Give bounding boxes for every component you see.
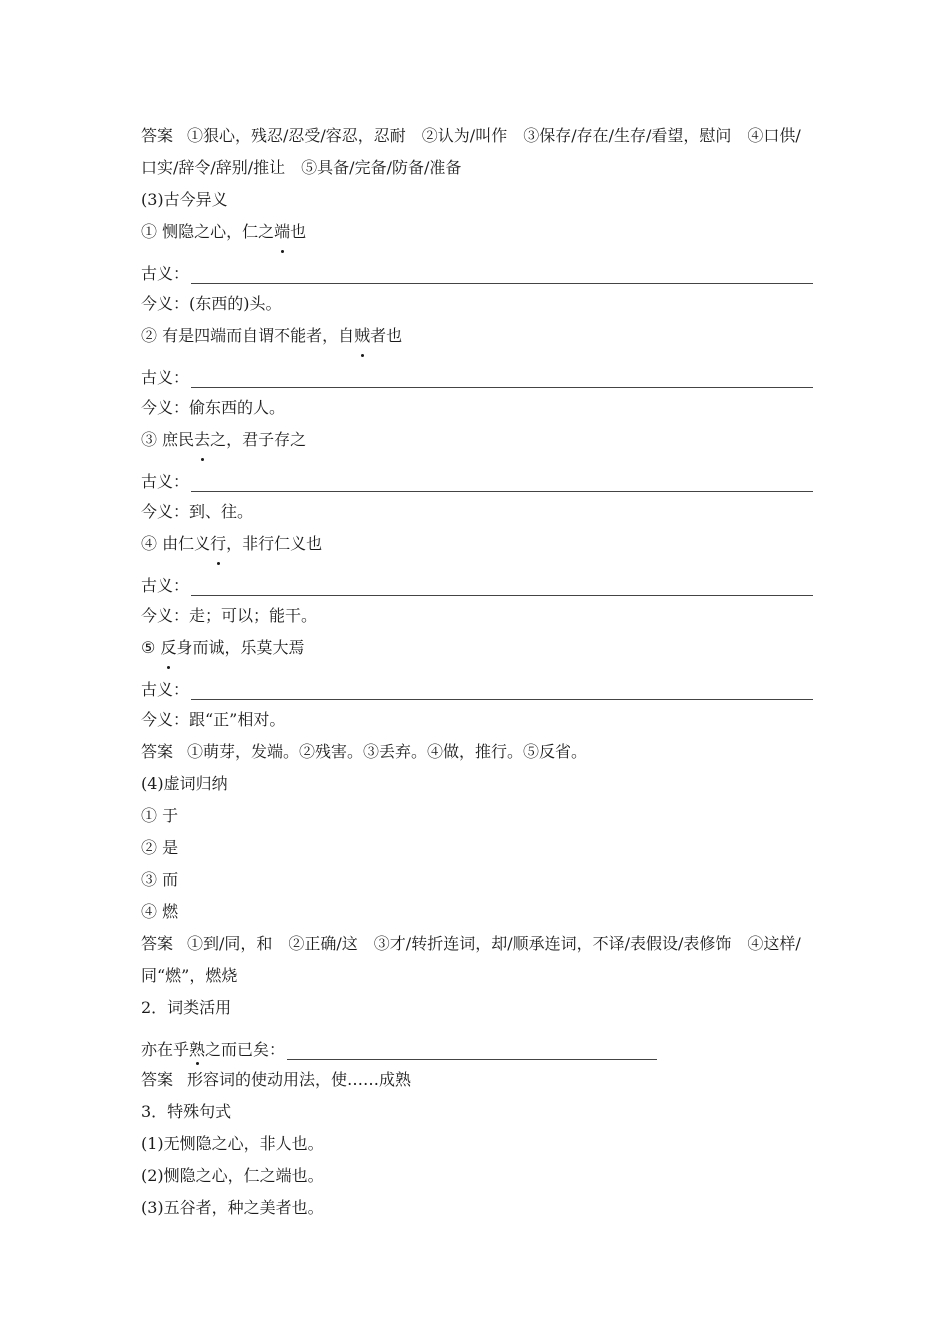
modern-meaning-4: 今义：走；可以；能干。 [141,606,318,625]
sentence-text: ② 有是四端而自谓不能者，自 [141,326,355,345]
answer-blank[interactable] [191,269,813,284]
sentence-text: 之而已矣： [205,1040,286,1059]
section-title-xuci: (4)虚词归纳 [141,774,228,793]
modern-meaning-2: 今义：偷东西的人。 [141,398,286,417]
ancient-label: 古义： [141,472,190,491]
answer-blank[interactable] [191,685,813,700]
ancient-label: 古义： [141,368,190,387]
answer-blank[interactable] [191,477,813,492]
xuci-item-1: ① 于 [141,806,179,825]
xuci-item-3: ③ 而 [141,870,179,889]
answer-text: 形容词的使动用法，使……成熟 [187,1070,412,1089]
ancient-label: 古义： [141,680,190,699]
sentence-text: 者也 [370,326,403,345]
teshu-sentence-1: (1)无恻隐之心，非人也。 [141,1134,324,1153]
answer-blank[interactable] [191,581,813,596]
xuci-item-2: ② 是 [141,838,179,857]
answer-label: 答案 [141,742,174,761]
answer-block-3 [141,928,813,992]
sentence-text: ③ 庶民 [141,430,195,449]
emphasis-char: 反 [160,632,176,664]
teshu-sentence-3: (3)五谷者，种之美者也。 [141,1198,324,1217]
ancient-meaning-blank-5 [141,664,813,704]
sentence-text: 身而诚，乐莫大焉 [176,638,305,657]
ancient-meaning-blank-2 [141,352,813,392]
xuci-item-4: ④ 燃 [141,902,179,921]
example-sentence-2 [141,320,813,352]
sentence-text: 亦在乎 [141,1040,190,1059]
answer-label: 答案 [141,1070,174,1089]
emphasis-char: 熟 [189,1040,206,1059]
answer-label: 答案 [141,934,174,953]
example-sentence-4 [141,528,813,560]
modern-meaning-1: 今义：(东西的)头。 [141,294,282,313]
emphasis-char: 端 [274,216,290,248]
example-sentence-5 [141,632,813,664]
emphasis-char: 贼 [354,320,370,352]
example-sentence-3 [141,424,813,456]
answer-blank[interactable] [287,1045,657,1060]
ancient-meaning-blank-4 [141,560,813,600]
answer-block-4 [141,1064,813,1096]
sentence-text: ，非行仁义也 [226,534,323,553]
sentence-text: ① 恻隐之心，仁之 [141,222,275,241]
answer-text: ①萌芽，发端。②残害。③丢弃。④做，推行。⑤反省。 [187,742,588,761]
ancient-meaning-blank-3 [141,456,813,496]
sentence-text: 之，君子存之 [210,430,307,449]
ancient-label: 古义： [141,576,190,595]
sentence-text: ⑤ [141,638,161,657]
example-sentence-1 [141,216,813,248]
teshu-sentence-2: (2)恻隐之心，仁之端也。 [141,1166,324,1185]
answer-block-1 [141,120,813,184]
cilei-question [141,1024,813,1064]
sentence-text: 也 [290,222,307,241]
answer-text: ①狠心，残忍/忍受/容忍，忍耐 ②认为/叫作 ③保存/存在/生存/看望，慰问 ④口供/口实/辞令/辞别/推让 ⑤具备/完备/防备/准备 [141,126,801,177]
answer-text: ①到/同，和 ②正确/这 ③才/转折连词，却/顺承连词，不译/表假设/表修饰 ④这样/同“燃”，燃烧 [141,934,801,985]
emphasis-char: 行 [210,528,226,560]
answer-blank[interactable] [191,373,813,388]
section-title-teshu: 3．特殊句式 [141,1102,232,1121]
ancient-label: 古义： [141,264,190,283]
answer-block-2 [141,736,813,768]
section-title-cilei: 2．词类活用 [141,998,232,1017]
emphasis-char: 去 [194,424,210,456]
modern-meaning-3: 今义：到、往。 [141,502,254,521]
answer-label: 答案 [141,126,174,145]
modern-meaning-5: 今义：跟“正”相对。 [141,710,286,729]
document-content [141,120,813,1224]
ancient-meaning-blank-1 [141,248,813,288]
sentence-text: ④ 由仁义 [141,534,211,553]
section-title-gujin: (3)古今异义 [141,190,228,209]
